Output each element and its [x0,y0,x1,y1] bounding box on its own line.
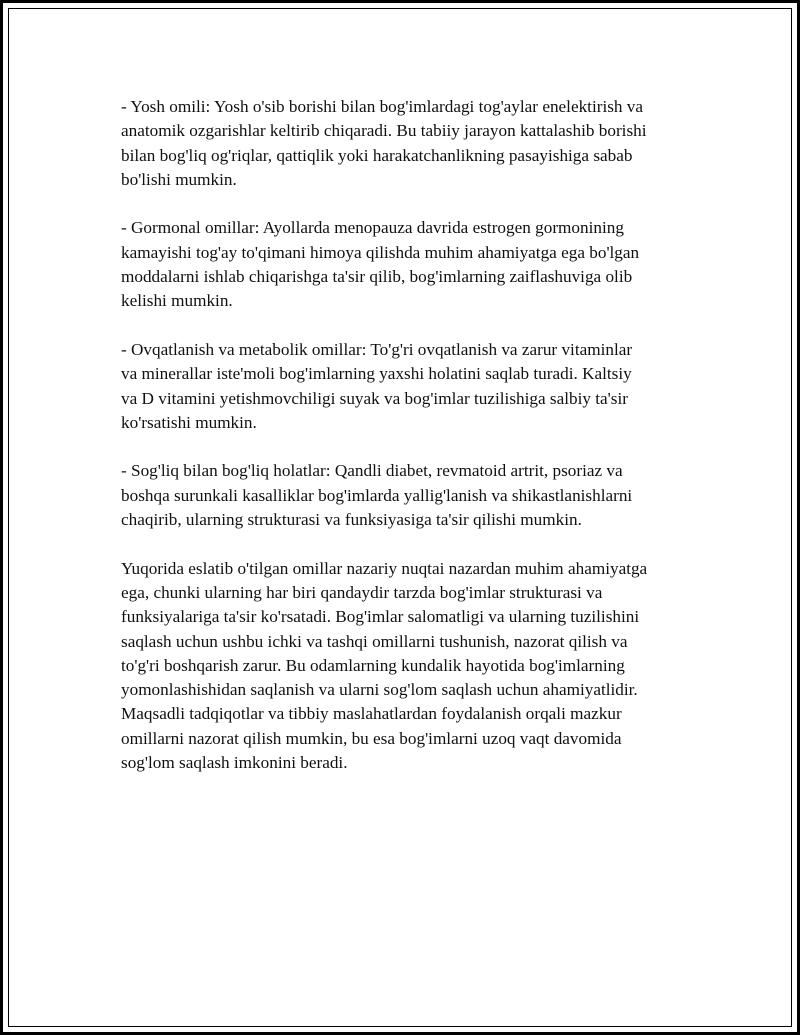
paragraph-hormonal-factors [121,216,691,313]
text-line: Yuqorida eslatib o'tilgan omillar nazariy nuqtai nazardan muhim ahamiyatga [121,558,648,578]
paragraph-health-conditions [121,459,691,532]
text-line: - Gormonal omillar: Ayollarda menopauza davrida estrogen gormonining [121,218,624,238]
text-line: - Yosh omili: Yosh o'sib borishi bilan bog'imlardagi tog'aylar enelektirish va [121,97,644,116]
text-line: sog'lom saqlash imkonini beradi. [121,753,348,773]
text-line: kamayishi tog'ay to'qimani himoya qilishda muhim ahamiyatga ega bo'lgan [121,242,640,262]
paragraph-conclusion [121,557,691,776]
text-line: ega, chunki ularning har biri qandaydir tarzda bog'imlar strukturasi va [121,582,603,602]
text-line: - Sog'liq bilan bog'liq holatlar: Qandli diabet, revmatoid artrit, psoriaz va [121,461,623,481]
text-line: kelishi mumkin. [121,291,233,311]
text-line: - Ovqatlanish va metabolik omillar: To'g'ri ovqatlanish va zarur vitaminlar [121,339,633,359]
text-line: bo'lishi mumkin. [121,169,237,189]
paragraph-nutrition-factors [121,338,691,435]
text-line: chaqirib, ularning strukturasi va funksiyasiga ta'sir qilishi mumkin. [121,510,582,530]
text-line: va D vitamini yetishmovchiligi suyak va bog'imlar tuzilishiga salbiy ta'sir [121,388,628,408]
text-line: yomonlashishidan saqlanish va ularni sog'lom saqlash uchun ahamiyatlidir. [121,680,638,700]
document-body [121,95,691,800]
paragraph-age-factor [121,95,691,192]
text-line: Maqsadli tadqiqotlar va tibbiy maslahatlardan foydalanish orqali mazkur [121,704,622,724]
text-line: anatomik ozgarishlar keltirib chiqaradi. Bu tabiiy jarayon kattalashib borishi [121,121,647,141]
text-line: moddalarni ishlab chiqarishga ta'sir qilib, bog'imlarning zaiflashuviga olib [121,267,633,287]
text-line: funksiyalariga ta'sir ko'rsatadi. Bog'imlar salomatligi va ularning tuzilishini [121,607,640,627]
text-line: boshqa surunkali kasalliklar bog'imlarda yallig'lanish va shikastlanishlarni [121,485,633,505]
text-line: to'g'ri boshqarish zarur. Bu odamlarning kundalik hayotida bog'imlarning [121,655,625,675]
text-line: ko'rsatishi mumkin. [121,412,257,432]
text-line: va minerallar iste'moli bog'imlarning yaxshi holatini saqlab turadi. Kaltsiy [121,364,632,384]
text-line: bilan bog'liq og'riqlar, qattiqlik yoki harakatchanlikning pasayishiga sabab [121,145,633,165]
text-line: omillarni nazorat qilish mumkin, bu esa bog'imlarni uzoq vaqt davomida [121,728,622,748]
text-line: saqlash uchun ushbu ichki va tashqi omillarni tushunish, nazorat qilish va [121,631,628,651]
